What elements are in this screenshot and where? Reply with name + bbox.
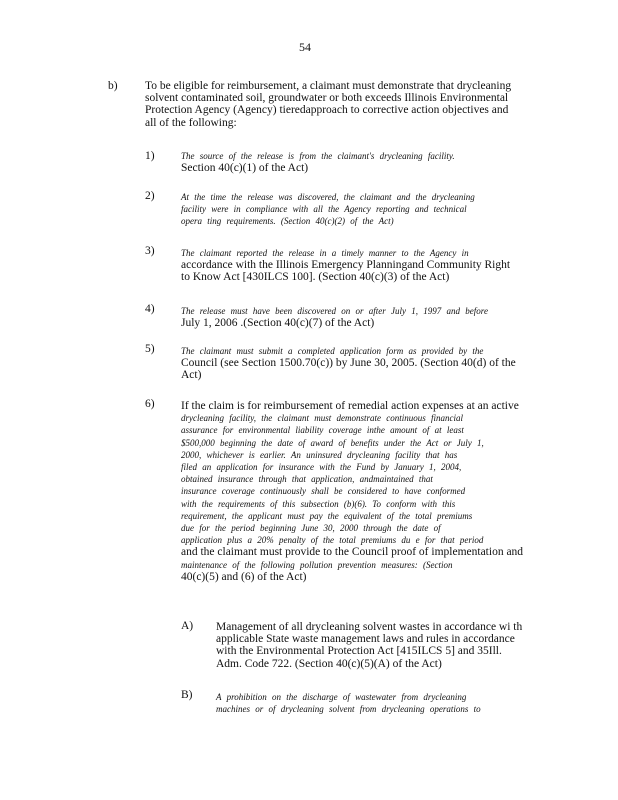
item-line: with the requirements of this subsection (b)(6). To conform with this xyxy=(181,498,456,509)
intro-line: solvent contaminated soil, groundwater or both exceeds Illinois Environmental xyxy=(145,92,509,105)
item-line: and the claimant must provide to the Council proof of implementation and xyxy=(181,546,524,559)
item-line: $500,000 beginning the date of award of benefits under the Act or July 1, xyxy=(181,437,484,448)
subitem-b-paragraph xyxy=(216,691,536,715)
item-2-paragraph xyxy=(181,191,541,228)
section-marker-b: b) xyxy=(108,80,118,92)
subitem-line: Management of all drycleaning solvent wastes in accordance wi th xyxy=(216,621,523,633)
intro-line: Protection Agency (Agency) tieredapproach to corrective action objectives and xyxy=(145,104,509,117)
item-line: Act) xyxy=(181,369,202,382)
subitem-line: applicable State waste management laws and rules in accordance xyxy=(216,633,515,646)
item-4-paragraph xyxy=(181,305,541,329)
item-line: July 1, 2006 .(Section 40(c)(7) of the Act) xyxy=(181,317,375,330)
item-3-paragraph xyxy=(181,247,541,284)
item-1-paragraph xyxy=(181,150,541,174)
item-line: 40(c)(5) and (6) of the Act) xyxy=(181,570,307,583)
item-5-paragraph xyxy=(181,345,541,382)
intro-paragraph xyxy=(145,80,525,129)
page-number: 54 xyxy=(299,40,311,54)
item-line: The claimant reported the release in a timely manner to the Agency in xyxy=(181,248,469,258)
item-line: Council (see Section 1500.70(c)) by June 30, 2005. (Section 40(d) of the xyxy=(181,357,516,370)
item-line: If the claim is for reimbursement of remedial action expenses at an active xyxy=(181,400,519,412)
item-marker-2: 2) xyxy=(145,190,155,202)
item-line: accordance with the Illinois Emergency Planningand Community Right xyxy=(181,259,511,272)
item-line: Section 40(c)(1) of the Act) xyxy=(181,162,309,175)
intro-line: all of the following: xyxy=(145,116,237,129)
subitem-line: with the Environmental Protection Act [415ILCS 5] and 35Ill. xyxy=(216,645,502,658)
subitem-marker-a: A) xyxy=(181,620,194,632)
item-line: 2000, whichever is earlier. An uninsured drycleaning facility that has xyxy=(181,449,458,460)
intro-line: To be eligible for reimbursement, a claimant must demonstrate that drycleaning xyxy=(145,80,512,92)
subitem-a-paragraph xyxy=(216,621,536,670)
item-line: obtained insurance through that application, andmaintained that xyxy=(181,474,433,485)
item-line: application plus a 20% penalty of the total premiums du e for that period xyxy=(181,535,484,546)
item-line: requirement, the applicant must pay the equivalent of the total premiums xyxy=(181,510,473,521)
subitem-line: A prohibition on the discharge of wastewater from drycleaning xyxy=(216,692,467,702)
item-marker-3: 3) xyxy=(145,245,155,257)
item-line: At the time the release was discovered, the claimant and the drycleaning xyxy=(181,192,475,202)
item-marker-5: 5) xyxy=(145,343,155,355)
item-line: facility were in compliance with all the Agency reporting and technical xyxy=(181,204,467,215)
item-marker-4: 4) xyxy=(145,303,155,315)
subitem-line: machines or of drycleaning solvent from drycleaning operations to xyxy=(216,704,481,715)
item-line: The claimant must submit a completed application form as provided by the xyxy=(181,346,484,356)
item-line: maintenance of the following pollution prevention measures: (Section xyxy=(181,559,453,570)
item-line: filed an application for insurance with the Fund by January 1, 2004, xyxy=(181,462,462,473)
item-line: to Know Act [430ILCS 100]. (Section 40(c)(3) of the Act) xyxy=(181,271,450,284)
item-line: insurance coverage continuously shall be considered to have conformed xyxy=(181,486,466,497)
item-marker-1: 1) xyxy=(145,150,155,162)
item-marker-6: 6) xyxy=(145,398,155,410)
item-line: drycleaning facility, the claimant must demonstrate continuous financial xyxy=(181,413,463,424)
item-line: The release must have been discovered on or after July 1, 1997 and before xyxy=(181,306,488,316)
item-line: assurance for environmental liability coverage inthe amount of at least xyxy=(181,425,464,436)
item-line: The source of the release is from the claimant's drycleaning facility. xyxy=(181,151,455,161)
item-line: opera ting requirements. (Section 40(c)(2) of the Act) xyxy=(181,216,394,227)
item-line: due for the period beginning June 30, 2000 through the date of xyxy=(181,523,441,534)
subitem-marker-b: B) xyxy=(181,689,193,701)
item-6-paragraph xyxy=(181,400,541,583)
subitem-line: Adm. Code 722. (Section 40(c)(5)(A) of the Act) xyxy=(216,657,442,670)
